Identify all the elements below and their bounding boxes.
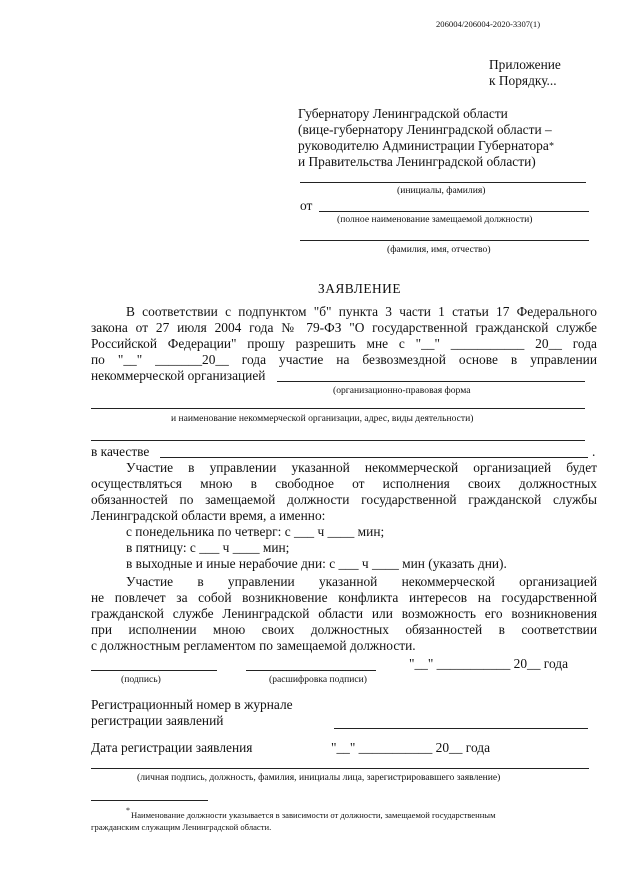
schedule-friday: в пятницу: с ___ ч ____ мин; xyxy=(126,540,290,555)
paragraph-1-line-4: по "__" _______20__ года участие на безвозмездной основе в управлении xyxy=(91,352,597,367)
footnote-reference: * xyxy=(549,141,554,152)
paragraph-3-line-3: гражданской службе Ленинградской области или возможность его возникновения xyxy=(91,606,597,621)
registration-number-label-2: регистрации заявлений xyxy=(91,713,224,728)
org-details-line[interactable] xyxy=(91,440,585,441)
signature-date: "__" ___________ 20__ года xyxy=(409,656,569,671)
registration-number-label-1: Регистрационный номер в журнале xyxy=(91,697,293,712)
addressee-line-2: (вице-губернатору Ленинградской области – xyxy=(298,122,552,137)
paragraph-2-line-2: осуществляться мною в свободное от исполнения своих должностных xyxy=(91,476,597,491)
capacity-label: в качестве xyxy=(91,444,150,459)
paragraph-2-line-4: Ленинградской области время, а именно: xyxy=(91,508,326,523)
signature-decode-line[interactable] xyxy=(246,670,376,671)
org-name-caption: и наименование некоммерческой организации, адрес, виды деятельности) xyxy=(171,413,474,424)
registration-number-line[interactable] xyxy=(334,728,588,729)
signature-line[interactable] xyxy=(91,670,217,671)
from-label: от xyxy=(300,198,313,213)
paragraph-3-line-5: с должностным регламентом по замещаемой должности. xyxy=(91,638,416,653)
paragraph-2-line-1: Участие в управлении указанной некоммерческой организацией будет xyxy=(126,460,597,475)
appendix-line-2: к Порядку... xyxy=(489,73,557,88)
registration-date-value: "__" ___________ 20__ года xyxy=(331,740,491,755)
signature-decode-caption: (расшифровка подписи) xyxy=(269,674,367,685)
footnote-line-2: гражданским служащим Ленинградской области. xyxy=(91,822,272,832)
registration-date-label: Дата регистрации заявления xyxy=(91,740,253,755)
initials-caption: (инициалы, фамилия) xyxy=(397,185,486,196)
paragraph-3-line-2: не повлечет за собой возникновение конфликта интересов на государственной xyxy=(91,590,597,605)
position-line[interactable] xyxy=(319,211,589,212)
capacity-line[interactable] xyxy=(160,457,588,458)
registrar-caption: (личная подпись, должность, фамилия, инициалы лица, зарегистрировавшего заявление) xyxy=(137,772,501,783)
paragraph-2-line-3: обязанностей по замещаемой должности государственной гражданской службы xyxy=(91,492,597,507)
fullname-caption: (фамилия, имя, отчество) xyxy=(387,244,491,255)
footnote-separator xyxy=(91,800,208,801)
footnote-mark: * xyxy=(126,806,130,815)
addressee-line-4: и Правительства Ленинградской области) xyxy=(298,154,536,169)
initials-line[interactable] xyxy=(300,182,586,183)
document-id: 206004/206004-2020-3307(1) xyxy=(436,19,541,29)
fullname-line[interactable] xyxy=(300,240,589,241)
paragraph-1-line-2: закона от 27 июля 2004 года № 79-ФЗ "О государственной гражданской службе xyxy=(91,320,597,335)
schedule-weekend: в выходные и иные нерабочие дни: с ___ ч ____ мин (указать дни). xyxy=(126,556,507,571)
paragraph-1-line-5: некоммерческой организацией xyxy=(91,368,266,383)
paragraph-1-line-1: В соответствии с подпунктом "б" пункта 3 части 1 статьи 17 Федерального xyxy=(126,304,597,319)
addressee-line-1: Губернатору Ленинградской области xyxy=(298,106,508,121)
appendix-line-1: Приложение xyxy=(489,57,561,72)
schedule-mon-thu: с понедельника по четверг: с ___ ч ____ мин; xyxy=(126,524,385,539)
org-form-line[interactable] xyxy=(277,381,585,382)
addressee-line-3: руководителю Администрации Губернатора xyxy=(298,138,549,153)
org-form-caption: (организационно-правовая форма xyxy=(333,385,471,396)
position-caption: (полное наименование замещаемой должности) xyxy=(337,214,533,225)
signature-caption: (подпись) xyxy=(121,674,161,685)
paragraph-1-line-3: Российской Федерации" прошу разрешить мне с "__" ___________ 20__ года xyxy=(91,336,597,351)
registrar-line[interactable] xyxy=(91,768,589,769)
capacity-period: . xyxy=(592,444,596,459)
org-name-line[interactable] xyxy=(91,408,585,409)
paragraph-3-line-4: при исполнении мною своих должностных обязанностей в соответствии xyxy=(91,622,597,637)
paragraph-3-line-1: Участие в управлении указанной некоммерческой организацией xyxy=(126,574,597,589)
footnote-line-1: Наименование должности указывается в зависимости от должности, замещаемой государственным xyxy=(131,810,496,820)
document-title: ЗАЯВЛЕНИЕ xyxy=(318,281,402,296)
